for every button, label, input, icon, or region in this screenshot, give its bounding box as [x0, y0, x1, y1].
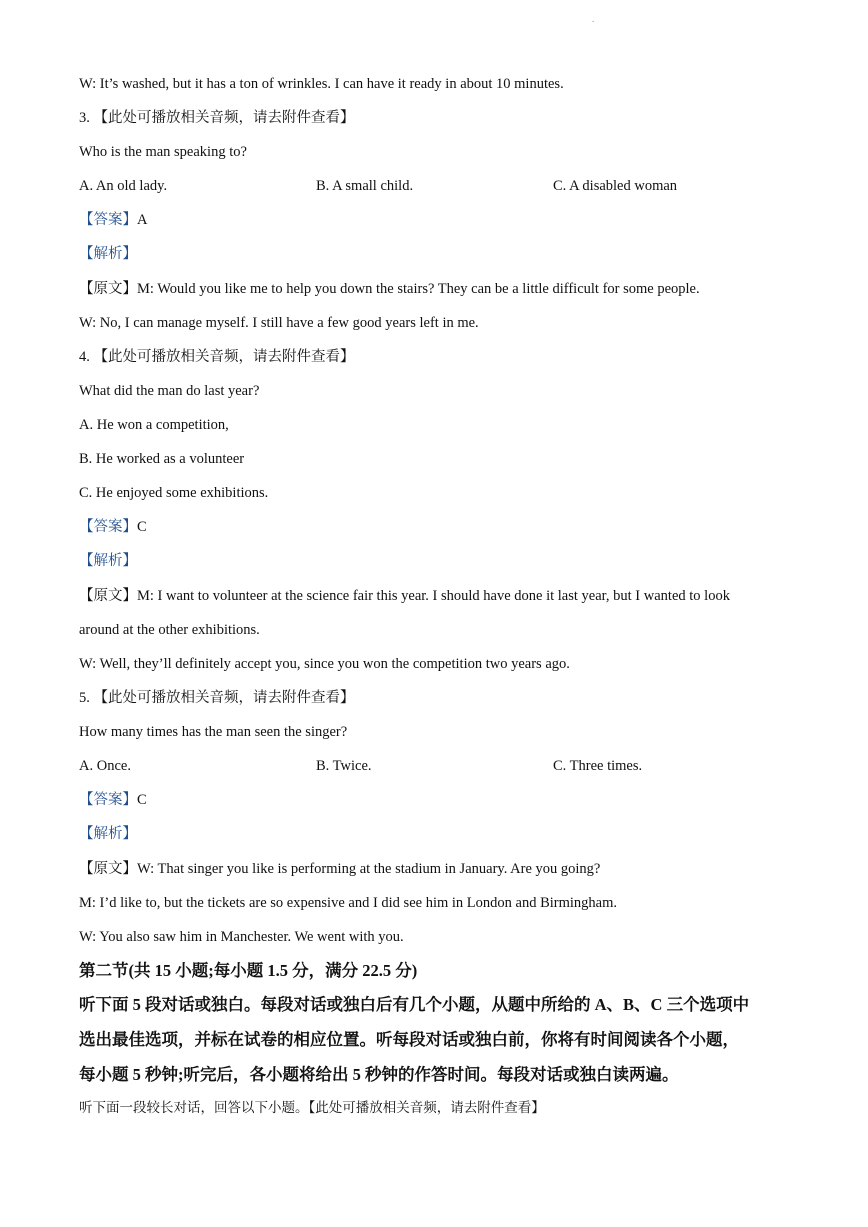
answer-value: C	[137, 792, 147, 808]
answer-tag: 【答案】	[79, 519, 137, 535]
question-3-analysis-tag: 【解析】	[79, 246, 137, 262]
question-3-header: 3. 【此处可播放相关音频，请去附件查看】	[79, 110, 355, 126]
dialogue-line: W: No, I can manage myself. I still have a few good years left in me.	[79, 315, 479, 331]
original-text: M: Would you like me to help you down the stairs? They can be a little difficult for some people.	[137, 281, 700, 297]
question-3-answer	[79, 211, 828, 229]
original-tag: 【原文】	[79, 588, 137, 604]
page-marker: .	[592, 14, 595, 24]
question-4-option-c: C. He enjoyed some exhibitions.	[79, 485, 269, 501]
section-2-instruction: 选出最佳选项，并标在试卷的相应位置。听每段对话或独白前，你将有时间阅读各个小题，	[79, 1030, 739, 1049]
original-tag: 【原文】	[79, 861, 137, 877]
question-4-header: 4. 【此处可播放相关音频，请去附件查看】	[79, 349, 355, 365]
answer-value: C	[137, 519, 147, 535]
question-4-answer	[79, 518, 828, 536]
question-4-original	[79, 587, 828, 605]
question-5-text: How many times has the man seen the singer?	[79, 724, 348, 740]
answer-tag: 【答案】	[79, 792, 137, 808]
question-3-options	[79, 177, 828, 195]
dialogue-line: around at the other exhibitions.	[79, 622, 260, 638]
question-4-option-a: A. He won a competition,	[79, 417, 229, 433]
question-4-analysis-tag: 【解析】	[79, 553, 137, 569]
dialogue-line: M: I’d like to, but the tickets are so expensive and I did see him in London and Birmingham.	[79, 895, 618, 911]
option-b: B. Twice.	[316, 758, 372, 774]
option-a: A. An old lady.	[79, 178, 168, 194]
question-4-text: What did the man do last year?	[79, 383, 260, 399]
question-3-text: Who is the man speaking to?	[79, 144, 247, 160]
question-5-original	[79, 860, 828, 878]
question-4-option-b: B. He worked as a volunteer	[79, 451, 245, 467]
option-c: C. A disabled woman	[553, 178, 678, 194]
section-2-note: 听下面一段较长对话，回答以下小题。【此处可播放相关音频，请去附件查看】	[79, 1100, 545, 1115]
option-a: A. Once.	[79, 758, 131, 774]
question-5-answer	[79, 791, 828, 809]
option-b: B. A small child.	[316, 178, 414, 194]
question-5-options	[79, 757, 828, 775]
question-3-original	[79, 280, 828, 298]
section-2-instruction: 每小题 5 秒钟;听完后，各小题将给出 5 秒钟的作答时间。每段对话或独白读两遍。	[79, 1065, 679, 1084]
section-2-instruction: 听下面 5 段对话或独白。每段对话或独白后有几个小题，从题中所给的 A、B、C 三个选项中	[79, 995, 750, 1014]
dialogue-line: W: You also saw him in Manchester. We went with you.	[79, 929, 404, 945]
question-5-header: 5. 【此处可播放相关音频，请去附件查看】	[79, 690, 355, 706]
option-c: C. Three times.	[553, 758, 643, 774]
original-text: M: I want to volunteer at the science fair this year. I should have done it last year, but I wanted to look	[137, 588, 730, 604]
original-tag: 【原文】	[79, 281, 137, 297]
question-5-analysis-tag: 【解析】	[79, 826, 137, 842]
original-text: W: That singer you like is performing at the stadium in January. Are you going?	[137, 861, 601, 877]
answer-value: A	[137, 212, 148, 228]
section-2-title: 第二节(共 15 小题;每小题 1.5 分，满分 22.5 分)	[79, 961, 418, 980]
answer-tag: 【答案】	[79, 212, 137, 228]
dialogue-line: W: It’s washed, but it has a ton of wrinkles. I can have it ready in about 10 minutes.	[79, 76, 564, 92]
dialogue-line: W: Well, they’ll definitely accept you, since you won the competition two years ago.	[79, 656, 570, 672]
